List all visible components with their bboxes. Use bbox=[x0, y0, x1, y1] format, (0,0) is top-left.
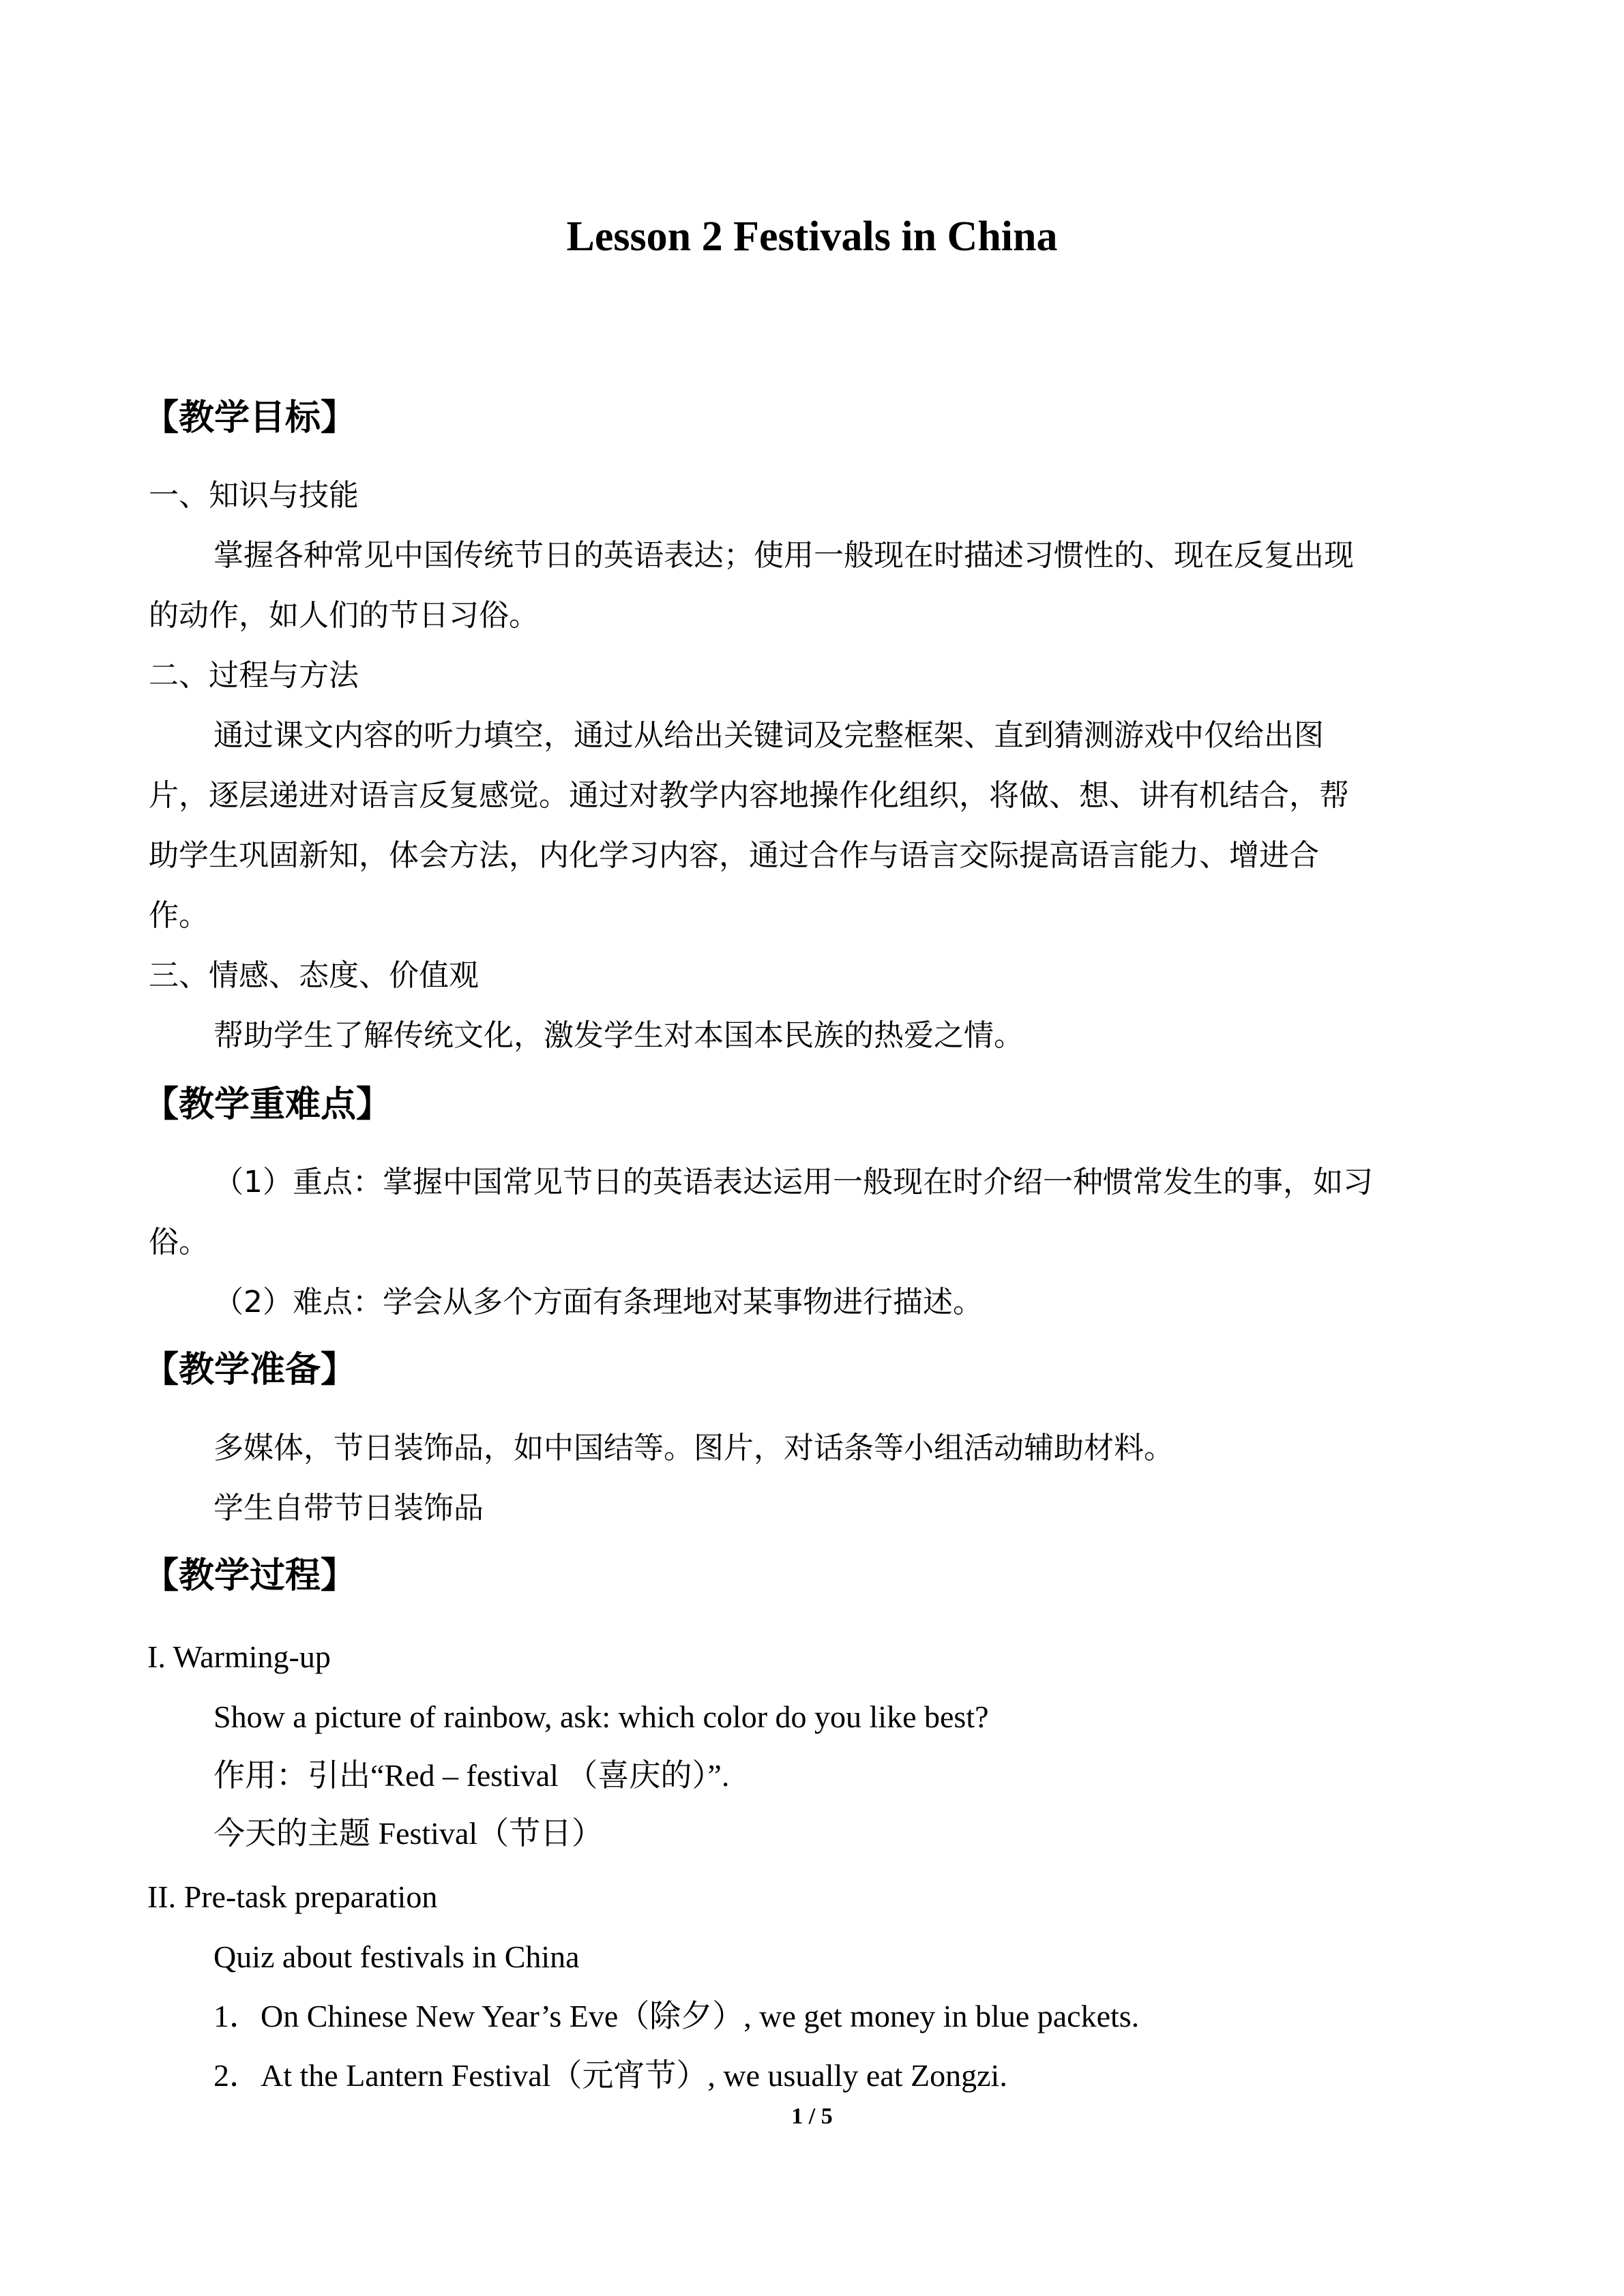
heading-teaching-process: 【教学过程】 bbox=[143, 1555, 357, 1596]
paragraph-line: 多媒体，节日装饰品，如中国结等。图片，对话条等小组活动辅助材料。 bbox=[213, 1431, 1174, 1465]
part-pre-task-preparation: II. Pre-task preparation bbox=[147, 1879, 438, 1914]
quiz-item: 1．On Chinese New Year’s Eve（除夕）, we get money in blue packets. bbox=[213, 1999, 1140, 2033]
paragraph-line: 作。 bbox=[149, 898, 209, 933]
subheading-emotion-values: 三、情感、态度、价值观 bbox=[149, 958, 479, 993]
paragraph-line: 帮助学生了解传统文化，激发学生对本国本民族的热爱之情。 bbox=[213, 1018, 1024, 1053]
heading-key-difficult-points: 【教学重难点】 bbox=[143, 1084, 392, 1125]
paragraph-line: 俗。 bbox=[149, 1225, 209, 1259]
quiz-item: 2．At the Lantern Festival（元宵节）, we usually eat Zongzi. bbox=[213, 2058, 1007, 2093]
paragraph-line: 掌握各种常见中国传统节日的英语表达；使用一般现在时描述习惯性的、现在反复出现 bbox=[213, 538, 1354, 573]
paragraph-line: 作用：引出“Red – festival （喜庆的）”. bbox=[213, 1758, 730, 1793]
paragraph-line: 的动作，如人们的节日习俗。 bbox=[149, 598, 539, 633]
paragraph-line: Show a picture of rainbow, ask: which color do you like best? bbox=[213, 1699, 989, 1734]
paragraph-line: Quiz about festivals in China bbox=[213, 1939, 580, 1974]
document-title: Lesson 2 Festivals in China bbox=[566, 213, 1058, 260]
paragraph-line: （2）难点：学会从多个方面有条理地对某事物进行描述。 bbox=[213, 1285, 983, 1320]
heading-teaching-preparation: 【教学准备】 bbox=[143, 1350, 357, 1390]
paragraph-line: 助学生巩固新知，体会方法，内化学习内容，通过合作与语言交际提高语言能力、增进合 bbox=[149, 838, 1319, 873]
page-number: 1 / 5 bbox=[791, 2104, 833, 2129]
subheading-process-method: 二、过程与方法 bbox=[149, 658, 359, 693]
paragraph-line: 通过课文内容的听力填空，通过从给出关键词及完整框架、直到猜测游戏中仅给出图 bbox=[213, 718, 1324, 753]
paragraph-line: 今天的主题 Festival（节日） bbox=[213, 1816, 604, 1851]
heading-teaching-objectives: 【教学目标】 bbox=[143, 398, 357, 438]
paragraph-line: 片，逐层递进对语言反复感觉。通过对教学内容地操作化组织，将做、想、讲有机结合，帮 bbox=[149, 778, 1349, 813]
subheading-knowledge-skills: 一、知识与技能 bbox=[149, 478, 359, 513]
part-warming-up: I. Warming-up bbox=[147, 1639, 331, 1674]
paragraph-line: （1）重点：掌握中国常见节日的英语表达运用一般现在时介绍一种惯常发生的事，如习 bbox=[213, 1165, 1373, 1199]
paragraph-line: 学生自带节日装饰品 bbox=[213, 1491, 484, 1525]
